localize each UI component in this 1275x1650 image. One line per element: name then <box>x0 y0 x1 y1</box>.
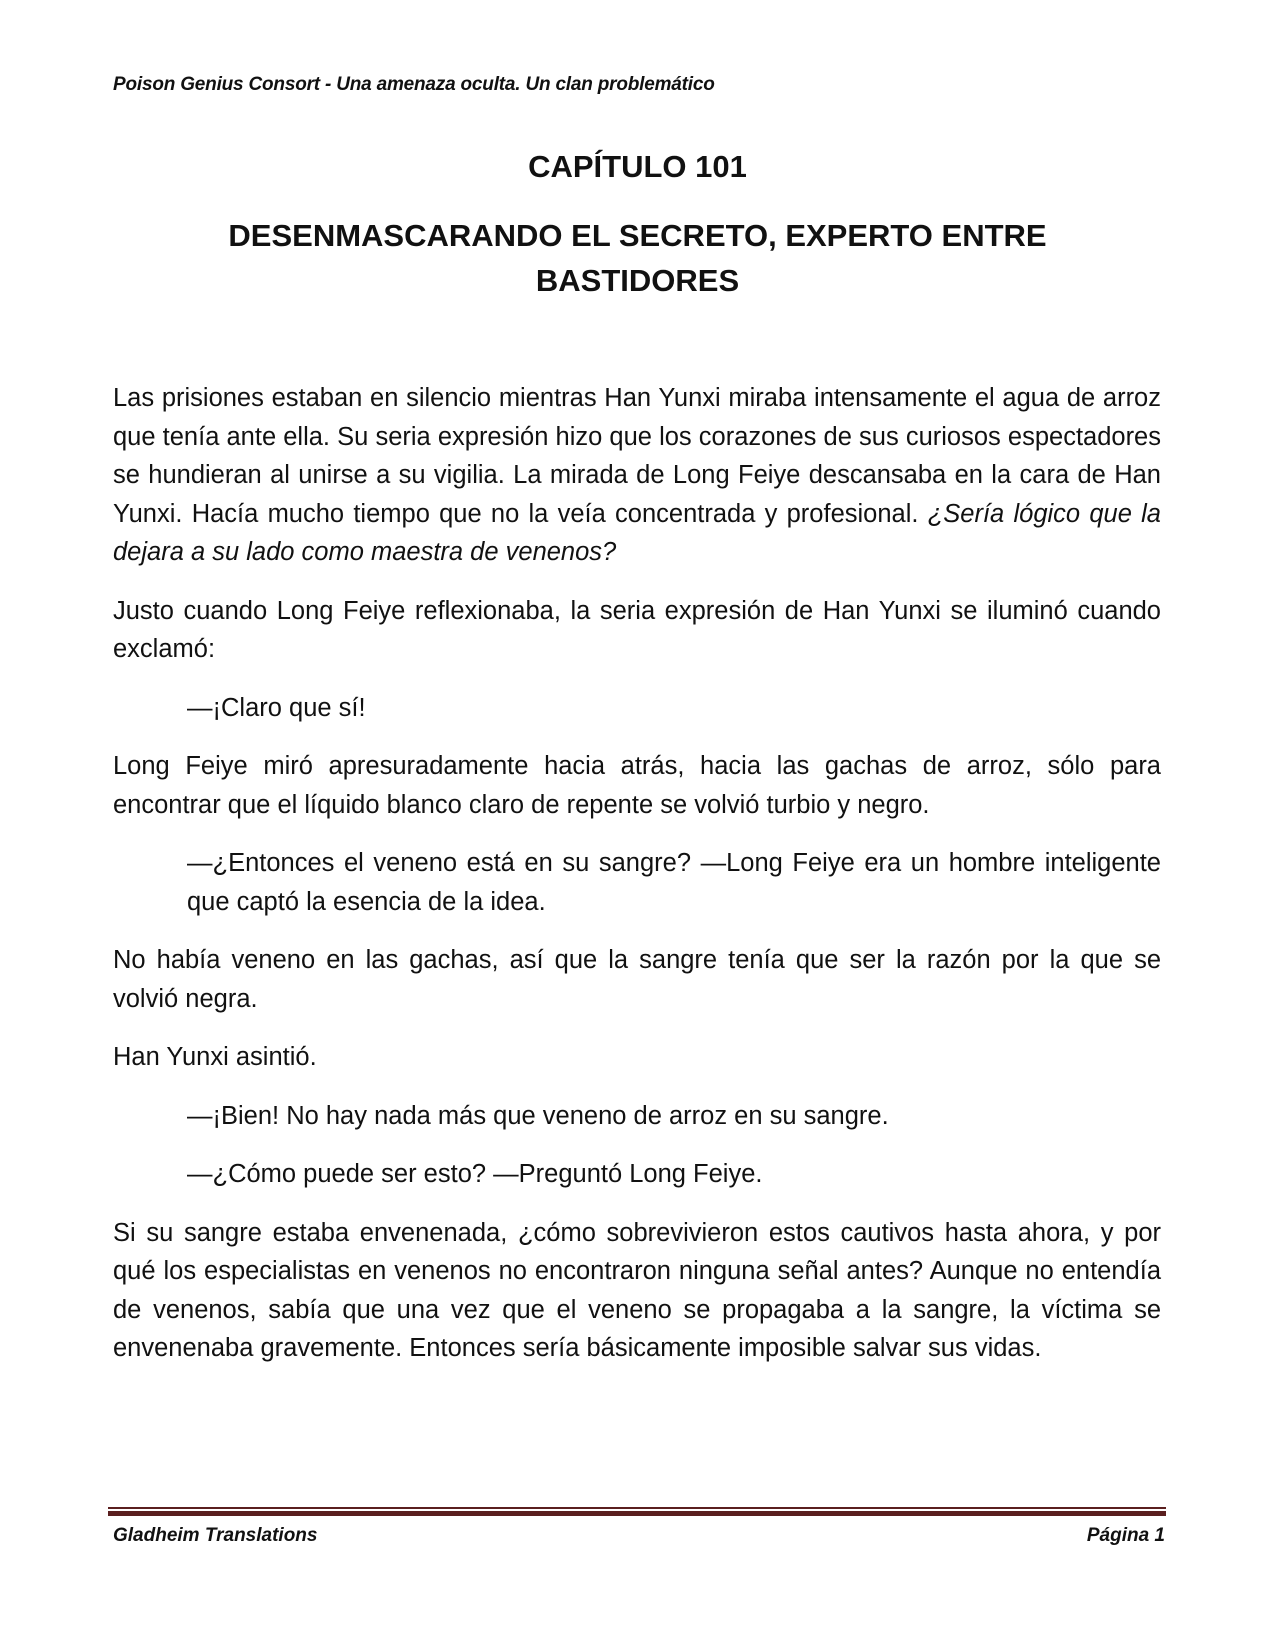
dialogue-line: —¿Entonces el veneno está en su sangre? —Long Feiye era un hombre inteligente que captó la esencia de la idea. <box>187 849 1161 916</box>
footer-divider <box>108 1507 1166 1516</box>
dialogue-line: —¡Claro que sí! <box>187 693 366 722</box>
italic-thought: ¿Sería lógico que la dejara a su lado como maestra de venenos? <box>113 499 1161 566</box>
paragraph: No había veneno en las gachas, así que la sangre tenía que ser la razón por la que se volvió negra. <box>113 946 1161 1013</box>
paragraph: Las prisiones estaban en silencio mientras Han Yunxi miraba intensamente el agua de arroz que tenía ante ella. Su seria expresión hizo que los corazones de sus curiosos espectadores se hundieran al unirse a su vigilia. La mirada de Long Feiye descansaba en la cara de Han Yunxi. Hacía mucho tiempo que no la veía concentrada y profesional. ¿Sería lógico que la dejara a su lado como maestra de venenos? <box>113 384 1161 566</box>
paragraph: Long Feiye miró apresuradamente hacia atrás, hacia las gachas de arroz, sólo para encontrar que el líquido blanco claro de repente se volvió turbio y negro. <box>113 752 1161 819</box>
dialogue-line: —¿Cómo puede ser esto? —Preguntó Long Feiye. <box>187 1160 763 1188</box>
running-header: Poison Genius Consort - Una amenaza oculta. Un clan problemático <box>113 74 715 95</box>
footer-divider-thin <box>108 1507 1166 1509</box>
chapter-number: CAPÍTULO 101 <box>528 149 747 184</box>
paragraph: Si su sangre estaba envenenada, ¿cómo sobrevivieron estos cautivos hasta ahora, y por qué los especialistas en venenos no encontraron ninguna señal antes? Aunque no entendía de venenos, sabía que una vez que el veneno se propagaba a la sangre, la víctima se envenenaba gravemente. Entonces sería básicamente imposible salvar sus vidas. <box>113 1218 1161 1362</box>
page-number: Página 1 <box>1086 1525 1165 1546</box>
paragraph: Han Yunxi asintió. <box>113 1043 317 1071</box>
paragraph: Justo cuando Long Feiye reflexionaba, la seria expresión de Han Yunxi se iluminó cuando exclamó: <box>113 596 1161 663</box>
footer-publisher: Gladheim Translations <box>113 1525 318 1546</box>
chapter-title: DESENMASCARANDO EL SECRETO, EXPERTO ENTRE BASTIDORES <box>228 218 1047 298</box>
body-text <box>113 379 1161 1388</box>
footer-divider-thick <box>108 1511 1166 1516</box>
dialogue-line: —¡Bien! No hay nada más que veneno de arroz en su sangre. <box>187 1101 889 1130</box>
